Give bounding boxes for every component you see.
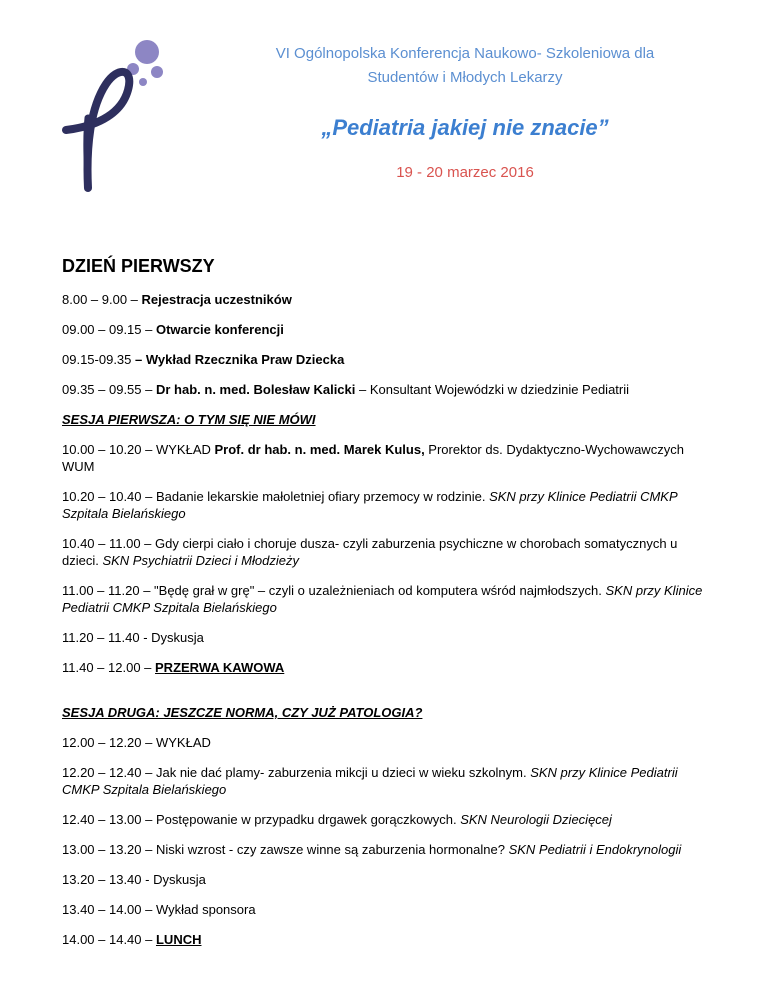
organizer-line-2: Studentów i Młodych Lekarzy: [367, 69, 563, 86]
program-item: 13.20 – 13.40 - Dyskusja: [62, 872, 206, 887]
program-item: 09.00 – 09.15 – Otwarcie konferencji: [62, 322, 284, 337]
program-item: 13.00 – 13.20 – Niski wzrost - czy zawsze winne są zaburzenia hormonalne? SKN Pediatrii i Endokrynologii: [62, 842, 682, 857]
program-content: [62, 256, 712, 961]
program-item: 13.40 – 14.00 – Wykład sponsora: [62, 902, 256, 917]
program-item: 11.00 – 11.20 – "Będę grał w grę" – czyli o uzależnieniach od komputera wśród najmłodszych. SKN przy Klinice Pediatrii CMKP Szpitala Bielańskiego: [62, 583, 703, 615]
program-item: 12.20 – 12.40 – Jak nie dać plamy- zaburzenia mikcji u dzieci w wieku szkolnym. SKN przy Klinice Pediatrii CMKP Szpitala Bielańskiego: [62, 765, 678, 797]
conference-date: 19 - 20 marzec 2016: [396, 164, 534, 181]
program-item: 12.40 – 13.00 – Postępowanie w przypadku drgawek gorączkowych. SKN Neurologii Dziecięcej: [62, 812, 612, 827]
program-item: 09.35 – 09.55 – Dr hab. n. med. Bolesław Kalicki – Konsultant Wojewódzki w dziedzinie Pediatrii: [62, 382, 630, 397]
conference-title: „Pediatria jakiej nie znacie”: [321, 115, 609, 140]
session-heading: SESJA DRUGA: JESZCZE NORMA, CZY JUŻ PATOLOGIA?: [62, 705, 423, 720]
conference-logo-icon: [52, 38, 172, 198]
program-item: 10.40 – 11.00 – Gdy cierpi ciało i choruje dusza- czyli zaburzenia psychiczne w chorobach somatycznych u dzieci. SKN Psychiatrii Dzieci i Młodzieży: [62, 536, 678, 568]
program-item: 10.00 – 10.20 – WYKŁAD Prof. dr hab. n. med. Marek Kulus, Prorektor ds. Dydaktyczno-Wychowawczych WUM: [62, 442, 684, 474]
program-item: 11.20 – 11.40 - Dyskusja: [62, 630, 204, 645]
program-item: 11.40 – 12.00 – PRZERWA KAWOWA: [62, 660, 285, 675]
session-heading: SESJA PIERWSZA: O TYM SIĘ NIE MÓWI: [62, 412, 316, 427]
program-item: 14.00 – 14.40 – LUNCH: [62, 932, 202, 947]
conference-header: [210, 42, 720, 181]
program-item: 10.20 – 10.40 – Badanie lekarskie małoletniej ofiary przemocy w rodzinie. SKN przy Klinice Pediatrii CMKP Szpitala Bielańskiego: [62, 489, 678, 521]
program-item: 8.00 – 9.00 – Rejestracja uczestników: [62, 292, 292, 307]
organizer-line-1: VI Ogólnopolska Konferencja Naukowo- Szkoleniowa dla: [275, 45, 655, 62]
program-item: 09.15-09.35 – Wykład Rzecznika Praw Dziecka: [62, 352, 345, 367]
program-item: 12.00 – 12.20 – WYKŁAD: [62, 735, 211, 750]
day-heading: DZIEŃ PIERWSZY: [62, 256, 215, 276]
